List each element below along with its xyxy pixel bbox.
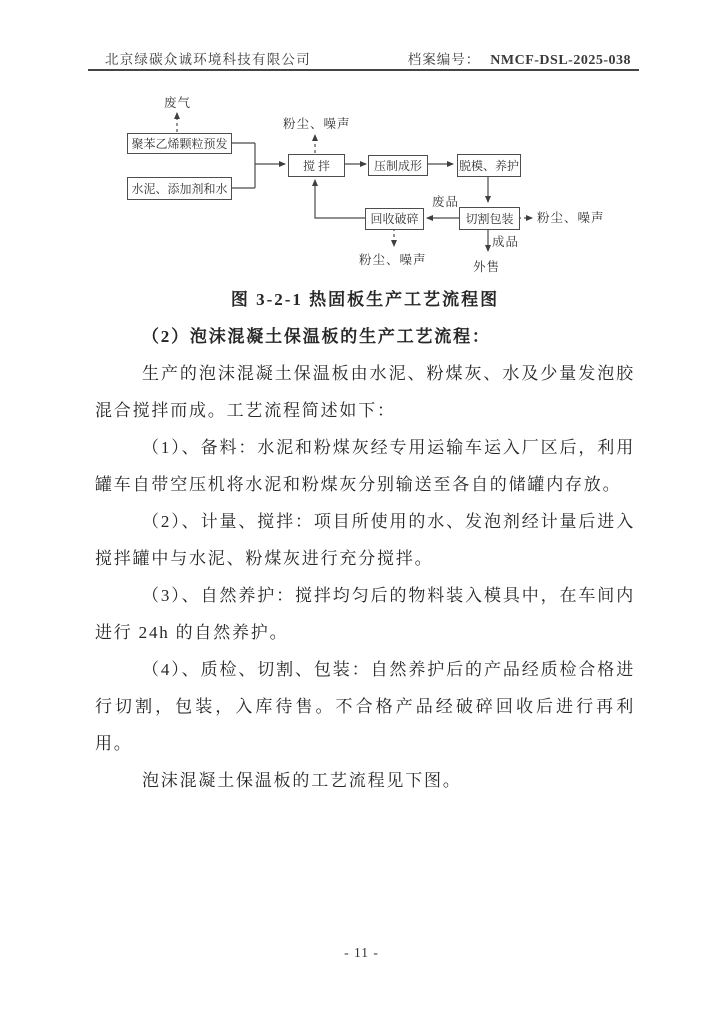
label-sold-outside: 外售 — [473, 260, 501, 274]
node-demold-curing: 脱模、养护 — [457, 154, 521, 177]
paragraph-step3: （3）、自然养护：搅拌均匀后的物料装入模具中，在车间内进行 24h 的自然养护。 — [95, 586, 635, 642]
label-dust-noise-right: 粉尘、噪声 — [537, 211, 605, 225]
paragraph-step1: （1）、备料：水泥和粉煤灰经专用运输车运入厂区后，利用罐车自带空压机将水泥和粉煤灰分别输送至各自的储罐内存放。 — [95, 438, 635, 494]
company-name: 北京绿碳众诚环境科技有限公司 — [105, 52, 311, 67]
label-dust-noise-bottom: 粉尘、噪声 — [359, 253, 427, 267]
junction-lines — [230, 143, 255, 188]
node-cutting-packing: 切割包装 — [459, 207, 520, 230]
node-recycle-crushing: 回收破碎 — [365, 208, 424, 230]
archive-group — [408, 48, 631, 69]
section-heading: （2）泡沫混凝土保温板的生产工艺流程： — [142, 327, 491, 346]
paragraph-closing: 泡沫混凝土保温板的工艺流程见下图。 — [142, 771, 462, 790]
figure-caption: 图 3-2-1 热固板生产工艺流程图 — [230, 290, 500, 309]
node-pre-expand: 聚苯乙烯颗粒预发 — [127, 133, 232, 154]
paragraph-step2: （2）、计量、搅拌：项目所使用的水、发泡剂经计量后进入搅拌罐中与水泥、粉煤灰进行充分搅拌。 — [95, 512, 635, 568]
page-number: - 11 - — [344, 945, 379, 960]
archive-label: 档案编号： — [407, 52, 481, 67]
arrow-recycle-to-mixing — [315, 180, 365, 218]
archive-number: NMCF-DSL-2025-038 — [490, 53, 631, 68]
paragraph-intro: 生产的泡沫混凝土保温板由水泥、粉煤灰、水及少量发泡胶混合搅拌而成。工艺流程简述如下： — [95, 364, 635, 420]
page-header — [88, 48, 639, 66]
node-mixing: 搅 拌 — [288, 154, 345, 177]
label-scrap: 废品 — [432, 195, 460, 209]
node-cement-additive-water: 水泥、添加剂和水 — [127, 177, 232, 200]
label-finished-product: 成品 — [492, 235, 520, 249]
node-press-forming: 压制成形 — [368, 155, 428, 176]
process-flowchart — [100, 88, 640, 285]
label-waste-gas: 废气 — [164, 96, 192, 110]
paragraph-step4: （4）、质检、切割、包装：自然养护后的产品经质检合格进行切割，包装，入库待售。不合格产品经破碎回收后进行再利用。 — [95, 660, 635, 753]
document-body — [95, 281, 635, 799]
label-dust-noise-top: 粉尘、噪声 — [283, 117, 351, 131]
header-rule — [88, 69, 639, 71]
